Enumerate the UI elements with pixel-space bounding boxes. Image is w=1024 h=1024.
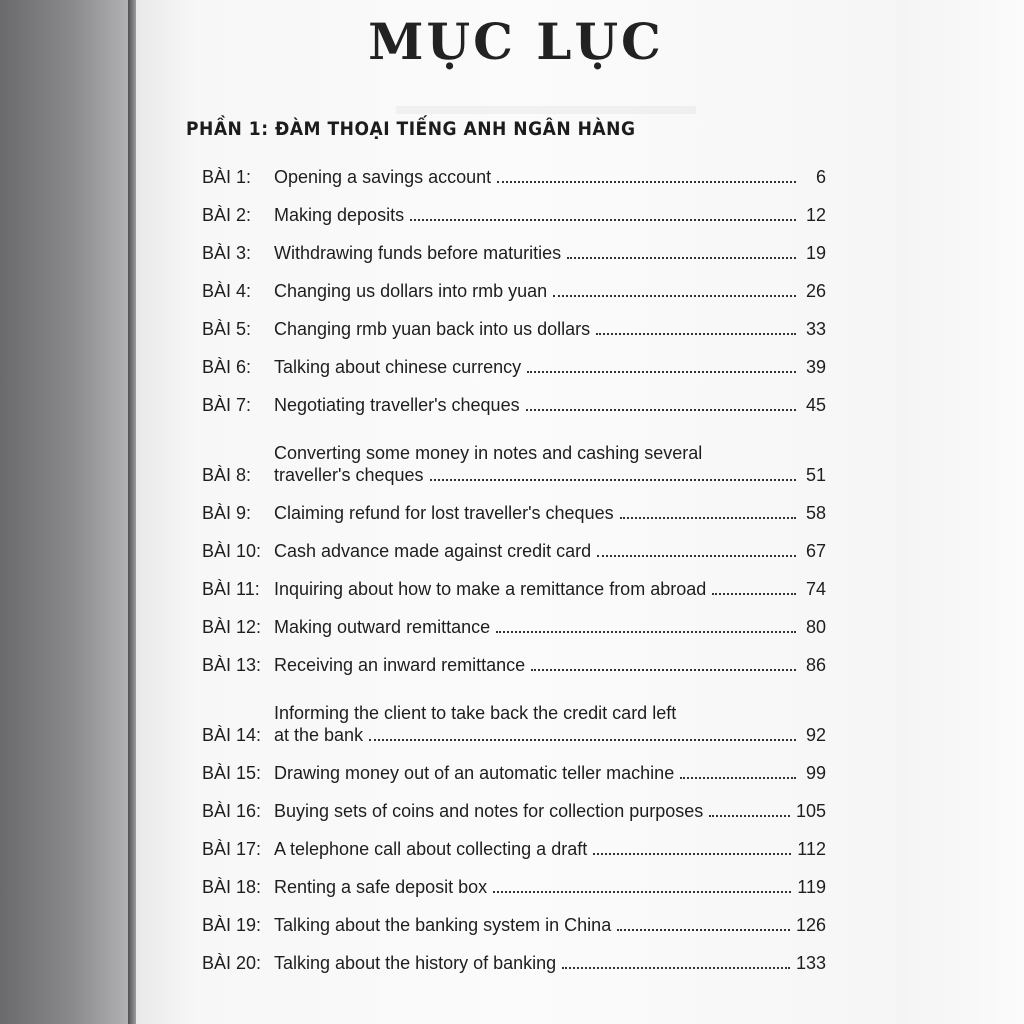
- lesson-title: Buying sets of coins and notes for collection purposes: [274, 801, 704, 821]
- lesson-title-line: [274, 724, 826, 746]
- page-number: 45: [805, 395, 826, 415]
- lesson-number: BÀI 5:: [202, 319, 252, 339]
- lesson-title: Cash advance made against credit card: [274, 541, 592, 561]
- book-spine-edge: [128, 0, 136, 1024]
- toc-entry: [202, 682, 826, 752]
- lesson-body: [274, 318, 826, 346]
- dot-leader: [709, 801, 790, 817]
- page-number: 92: [805, 725, 826, 745]
- lesson-title-line: [274, 166, 826, 188]
- toc-entry: [202, 308, 826, 346]
- toc-entry: [202, 530, 826, 568]
- lesson-body: [274, 616, 826, 644]
- lesson-title-line: [274, 838, 826, 860]
- toc-entry: [202, 752, 826, 790]
- lesson-number: BÀI 3:: [202, 243, 252, 263]
- page-number: 6: [815, 167, 826, 187]
- toc-entry: [202, 422, 826, 492]
- lesson-body: [274, 204, 826, 232]
- dot-leader: [496, 617, 796, 633]
- lesson-body: [274, 800, 826, 828]
- lesson-number: BÀI 14:: [202, 725, 262, 745]
- lesson-title-line: [274, 394, 826, 416]
- lesson-number: BÀI 8:: [202, 465, 252, 485]
- toc-entry: [202, 346, 826, 384]
- lesson-body: [274, 914, 826, 942]
- dot-leader: [712, 579, 796, 595]
- lesson-body: [274, 762, 826, 790]
- dot-leader: [597, 541, 796, 557]
- lesson-title-continued: at the bank: [274, 725, 364, 745]
- dot-leader: [497, 167, 796, 183]
- lesson-title-line: [274, 578, 826, 600]
- dot-leader: [620, 503, 796, 519]
- dot-leader: [617, 915, 790, 931]
- lesson-title: Talking about the banking system in China: [274, 915, 612, 935]
- book-page: [136, 0, 896, 1024]
- lesson-number: BÀI 17:: [202, 839, 262, 859]
- right-background: [896, 0, 1024, 1024]
- lesson-title: Negotiating traveller's cheques: [274, 395, 520, 415]
- lesson-title: Talking about chinese currency: [274, 357, 522, 377]
- lesson-title: A telephone call about collecting a draft: [274, 839, 588, 859]
- left-shadow: [0, 0, 132, 1024]
- lesson-number: BÀI 4:: [202, 281, 252, 301]
- toc-entry: [202, 942, 826, 980]
- page-number: 33: [805, 319, 826, 339]
- lesson-body: [274, 702, 826, 752]
- dot-leader: [430, 465, 796, 481]
- lesson-title-line: [274, 616, 826, 638]
- lesson-number: BÀI 6:: [202, 357, 252, 377]
- lesson-title: Withdrawing funds before maturities: [274, 243, 562, 263]
- page-number: 39: [805, 357, 826, 377]
- lesson-body: [274, 876, 826, 904]
- lesson-title: Receiving an inward remittance: [274, 655, 526, 675]
- page-number: 12: [805, 205, 826, 225]
- page-number: 126: [795, 915, 826, 935]
- lesson-title: Informing the client to take back the credit card left: [274, 703, 677, 723]
- lesson-title-line: [274, 540, 826, 562]
- lesson-number: BÀI 1:: [202, 167, 252, 187]
- page-number: 99: [805, 763, 826, 783]
- lesson-title: Changing us dollars into rmb yuan: [274, 281, 548, 301]
- dot-leader: [410, 205, 796, 221]
- page-number: 80: [805, 617, 826, 637]
- lesson-title-line: [274, 204, 826, 226]
- lesson-body: [274, 356, 826, 384]
- lesson-title: Converting some money in notes and cashing several: [274, 443, 703, 463]
- lesson-number: BÀI 9:: [202, 503, 252, 523]
- page-number: 19: [805, 243, 826, 263]
- lesson-title-line: [274, 876, 826, 898]
- lesson-title-line: [274, 762, 826, 784]
- lesson-title-line: [274, 952, 826, 974]
- toc-entry: [202, 790, 826, 828]
- lesson-title-line: [274, 356, 826, 378]
- lesson-body: [274, 242, 826, 270]
- dot-leader: [526, 395, 796, 411]
- dot-leader: [567, 243, 796, 259]
- lesson-body: [274, 166, 826, 194]
- page-number: 86: [805, 655, 826, 675]
- lesson-body: [274, 442, 826, 492]
- dot-leader: [680, 763, 796, 779]
- lesson-title: Inquiring about how to make a remittance from abroad: [274, 579, 707, 599]
- lesson-title-line: [274, 502, 826, 524]
- page-number: 119: [797, 877, 826, 897]
- dot-leader: [553, 281, 796, 297]
- lesson-title-line: [274, 654, 826, 676]
- lesson-number: BÀI 16:: [202, 801, 262, 821]
- lesson-title-line: [274, 800, 826, 822]
- lesson-title-line: [274, 464, 826, 486]
- lesson-number: BÀI 2:: [202, 205, 252, 225]
- toc-entry: [202, 270, 826, 308]
- lesson-title-line: [274, 914, 826, 936]
- lesson-body: [274, 540, 826, 568]
- lesson-number: BÀI 13:: [202, 655, 262, 675]
- dot-leader: [531, 655, 796, 671]
- page-number: 58: [805, 503, 826, 523]
- lesson-number: BÀI 11:: [202, 579, 260, 599]
- toc-entry: [202, 644, 826, 682]
- toc-entry: [202, 492, 826, 530]
- lesson-title: Renting a safe deposit box: [274, 877, 488, 897]
- lesson-body: [274, 502, 826, 530]
- lesson-number: BÀI 7:: [202, 395, 252, 415]
- lesson-body: [274, 952, 826, 980]
- toc-entry: [202, 568, 826, 606]
- toc-entry: [202, 606, 826, 644]
- lesson-title-continued: traveller's cheques: [274, 465, 424, 485]
- show-through-texture: [396, 96, 696, 114]
- lesson-number: BÀI 19:: [202, 915, 262, 935]
- lesson-number: BÀI 10:: [202, 541, 262, 561]
- toc-entry: [202, 156, 826, 194]
- lesson-body: [274, 578, 826, 606]
- dot-leader: [562, 953, 790, 969]
- part-heading: PHẦN 1: ĐÀM THOẠI TIẾNG ANH NGÂN HÀNG: [186, 118, 636, 140]
- toc-entry: [202, 194, 826, 232]
- lesson-title-line: [274, 280, 826, 302]
- lesson-body: [274, 280, 826, 308]
- lesson-title: Drawing money out of an automatic teller machine: [274, 763, 675, 783]
- toc-entry: [202, 828, 826, 866]
- lesson-title: Making deposits: [274, 205, 405, 225]
- toc-entry: [202, 384, 826, 422]
- lesson-title: Talking about the history of banking: [274, 953, 557, 973]
- page-number: 26: [805, 281, 826, 301]
- lesson-title-line: [274, 442, 826, 464]
- lesson-number: BÀI 12:: [202, 617, 262, 637]
- dot-leader: [593, 839, 791, 855]
- page-number: 112: [797, 839, 826, 859]
- dot-leader: [369, 725, 796, 741]
- dot-leader: [493, 877, 791, 893]
- lesson-title-line: [274, 242, 826, 264]
- page-number: 105: [795, 801, 826, 821]
- lesson-title: Making outward remittance: [274, 617, 491, 637]
- lesson-body: [274, 394, 826, 422]
- page-number: 133: [795, 953, 826, 973]
- lesson-body: [274, 654, 826, 682]
- page-number: 51: [805, 465, 826, 485]
- lesson-title-line: [274, 702, 826, 724]
- page-number: 67: [805, 541, 826, 561]
- page-title: MỤC LỤC: [368, 12, 664, 71]
- lesson-number: BÀI 20:: [202, 953, 262, 973]
- lesson-body: [274, 838, 826, 866]
- dot-leader: [527, 357, 796, 373]
- dot-leader: [596, 319, 796, 335]
- lesson-title: Claiming refund for lost traveller's cheques: [274, 503, 614, 523]
- page-number: 74: [805, 579, 826, 599]
- lesson-number: BÀI 15:: [202, 763, 262, 783]
- table-of-contents: [202, 156, 826, 980]
- lesson-title-line: [274, 318, 826, 340]
- toc-entry: [202, 866, 826, 904]
- toc-entry: [202, 232, 826, 270]
- lesson-title: Changing rmb yuan back into us dollars: [274, 319, 591, 339]
- lesson-number: BÀI 18:: [202, 877, 262, 897]
- toc-entry: [202, 904, 826, 942]
- lesson-title: Opening a savings account: [274, 167, 492, 187]
